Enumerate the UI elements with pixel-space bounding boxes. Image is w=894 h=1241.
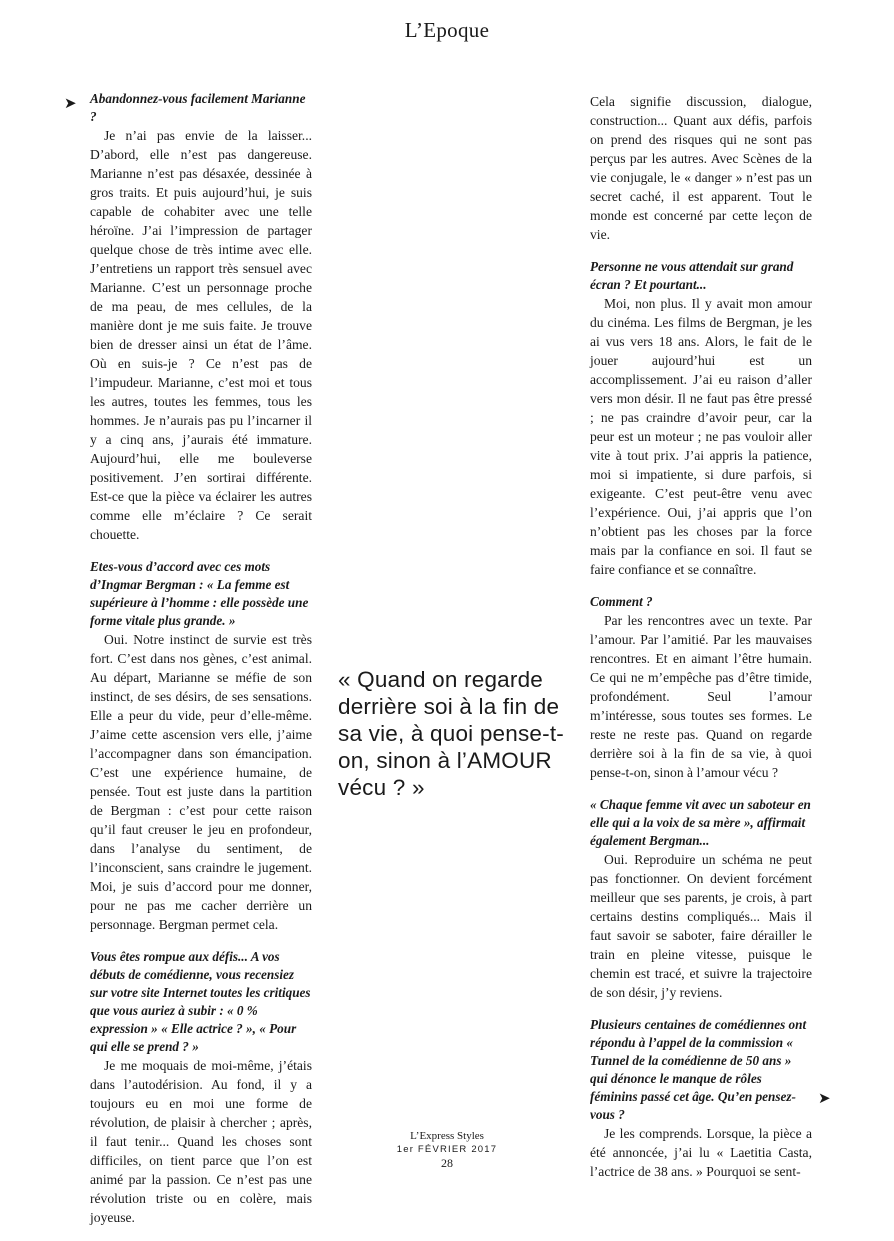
question: Plusieurs centaines de comédiennes ont répondu à l’appel de la commission « Tunnel de la comédienne de 50 ans » qui dénonce le manque de rôles féminins passé cet âge. Qu’en pensez-vous ?: [590, 1017, 807, 1122]
left-column: [90, 90, 312, 1241]
page-number: 28: [441, 1156, 453, 1170]
question: Personne ne vous attendait sur grand écran ? Et pourtant...: [590, 259, 794, 292]
question: Etes-vous d’accord avec ces mots d’Ingmar Bergman : « La femme est supérieure à l’homme : elle possède une forme vitale plus grande. »: [90, 559, 309, 628]
arrow-continue-icon: ➤: [818, 1089, 831, 1107]
answer: Je les comprends. Lorsque, la pièce a été annoncée, j’ai lu « Laetitia Casta, l’actrice de 38 ans. » Pourquoi se sent-: [590, 1126, 812, 1179]
question: Vous êtes rompue aux défis... A vos débuts de comédienne, vous recensiez sur votre site Internet toutes les critiques que vous auriez à subir : « 0 % expression » « Elle actrice ? », « Pour qui elle se prend ? »: [90, 949, 311, 1054]
pull-quote: « Quand on regarde derrière soi à la fin de sa vie, à quoi pense-t-on, sinon à l’AMOUR vécu ? »: [338, 667, 564, 800]
qa-block: [590, 258, 812, 579]
page-footer: [0, 1130, 894, 1170]
answer: Oui. Notre instinct de survie est très fort. C’est dans nos gènes, c’est animal. Au départ, Marianne se méfie de son instinct, de ses désirs, de ses sensations. Elle a peur du vide, peur d’elle-même. J’aime cette ascension vers elle, j’aime l’accompagner dans son émancipation. C’est une expérience humaine, de pensée. Tout est juste dans la partition de Bergman : c’est pour cette raison qu’il faut creuser le jeu en profondeur, dans l’analyse du sentiment, de l’inconscient, sans craindre le jugement. Moi, je suis d’accord pour me donner, pour ne pas me cacher derrière un personnage. Bergman permet cela.: [90, 632, 312, 932]
answer: Par les rencontres avec un texte. Par l’amour. Par l’amitié. Par les mauvaises rencontres. Et en aimant l’être humain. Ce qui ne m’empêche pas d’être timide, profondément. Seul l’amour m’intéresse, sous toutes ses formes. Le reste ne reste pas. Quand on regarde derrière soi à la fin de sa vie, à quoi pense-t-on, sinon à l’amour vécu ?: [590, 613, 812, 780]
qa-block: [90, 948, 312, 1227]
answer: Moi, non plus. Il y avait mon amour du cinéma. Les films de Bergman, je les ai vus vers 18 ans. Alors, le fait de le jouer aujourd’hui est un accomplissement. J’ai eu raison d’aller vers mon désir. Il ne faut pas être pressé ; ne pas craindre d’avoir peur, car la peur est un moteur ; ne pas vouloir aller vite à tout prix. J’ai appris la patience, moi si impatiente, si dure parfois, si exigeante. C’est peut-être venu avec l’expérience. Oui, j’ai appris que l’on n’obtient pas les choses par la force mais par la confiance en soi. Il faut se faire confiance et se connaître.: [590, 296, 812, 577]
arrow-start-icon: ➤: [64, 94, 77, 112]
question: « Chaque femme vit avec un saboteur en elle qui a la voix de sa mère », affirmait également Bergman...: [590, 797, 811, 848]
qa-block: [590, 593, 812, 782]
intro-paragraph: Cela signifie discussion, dialogue, construction... Quant aux défis, parfois on prend des risques qui ne sont pas perçus par les autres. Avec Scènes de la vie conjugale, le « danger » n’est pas un secret caché, il est apparent. Tout le monde est concerné par cette leçon de vie.: [590, 94, 812, 242]
qa-block: [590, 796, 812, 1002]
question: Abandonnez-vous facilement Marianne ?: [90, 91, 306, 124]
qa-block: [90, 558, 312, 934]
right-column: [590, 92, 812, 1195]
publication-name: L’Express Styles: [410, 1130, 484, 1142]
section-header: L’Epoque: [404, 18, 490, 42]
answer: Je me moquais de moi-même, j’étais dans l’autodérision. Au fond, il y a toujours eu en moi une forme de révolution, de plaisir à chercher ; après, il faut tenir... Quand les choses sont difficiles, on tient parce que l’on est animé par la passion. Ce n’est pas une révolution triste ou en colère, mais joyeuse.: [90, 1058, 312, 1225]
answer: Je n’ai pas envie de la laisser... D’abord, elle n’est pas dangereuse. Marianne n’est pas désaxée, dessinée à gros traits. Et puis aujourd’hui, je suis capable de cohabiter avec une telle héroïne. J’ai l’impression de partager quelque chose de très intime avec elle. J’entretiens un rapport très sensuel avec Marianne. C’est un personnage proche de ma peau, de mes cellules, de la manière dont je me suis faite. Je trouve bien de dresser ainsi un état de l’âme. Où en suis-je ? Ce n’est pas de l’impudeur. Marianne, c’est moi et tous les autres, toutes les femmes, tous les hommes. Je n’aurais pas pu l’incarner il y a cinq ans, j’aurais été immature. Aujourd’hui, elle me bouleverse positivement. J’en sortirai différente. Est-ce que la pièce va éclairer les autres comme elle m’éclaire ? Ce serait chouette.: [90, 128, 312, 542]
answer: Oui. Reproduire un schéma ne peut pas fonctionner. On devient forcément meilleur que ses parents, je crois, à part certains destins compliqués... Mais il faut savoir se saboter, faire dérailler le train en pleine vitesse, puisque le chemin est tracé, et suivre la trajectoire de son désir, j’y reviens.: [590, 852, 812, 1000]
intro-block: [590, 92, 812, 244]
qa-block: [90, 90, 312, 544]
issue-date: 1er FÉVRIER 2017: [396, 1144, 498, 1155]
question: Comment ?: [590, 594, 653, 609]
